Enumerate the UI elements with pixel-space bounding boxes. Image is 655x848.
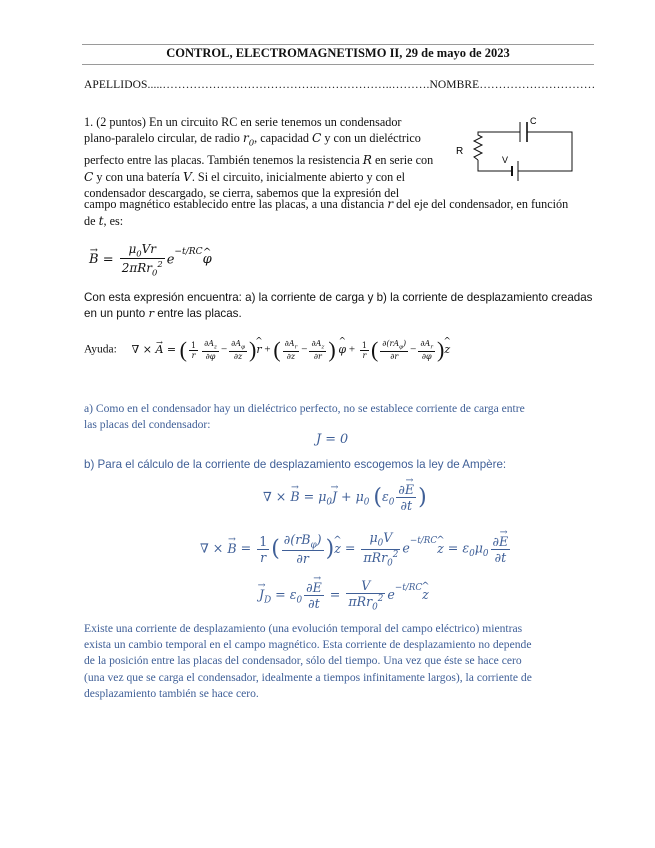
- problem-line-7: de t, es:: [84, 214, 124, 228]
- conclusion-line: Existe una corriente de desplazamiento (una evolución temporal del campo eléctrico) mientras: [84, 622, 523, 635]
- solution-b-intro: b) Para el cálculo de la corriente de desplazamiento escogemos la ley de Ampère:: [84, 458, 507, 471]
- nombre-label: NOMBRE: [429, 79, 480, 91]
- resistor-zigzag: [474, 132, 492, 160]
- nombre-dots: …………………………: [479, 79, 596, 91]
- solution-a-line-1: a) Como en el condensador hay un dieléctrico perfecto, no se establece corriente de carga entre: [84, 402, 525, 415]
- exam-title: CONTROL, ELECTROMAGNETISMO II, 29 de mayo de 2023: [166, 46, 510, 60]
- problem-statement: [84, 114, 444, 201]
- solution-a-line-2: las placas del condensador:: [84, 418, 211, 432]
- apellidos-dots: .....………………………………….………………..……….: [147, 79, 430, 91]
- question-line-1: Con esta expresión encuentra: a) la corriente de carga y b) la corriente de desplazamiento creadas: [84, 291, 593, 304]
- displacement-current-equation: → $J_D = \varepsilon_0$ $\frac{\partial\to E}{\partial t}$ = $\frac{V}{\pi Rr_0^2}$ $e^{-t/RC}\^{}$ z: [259, 578, 429, 613]
- problem-line-6: campo magnético establecido entre las placas, a una distancia r del eje del condensador, en función: [84, 197, 569, 211]
- problem-line-2: plano-paralelo circular, de radio $r_0$, capacidad C y con un dieléctrico: [84, 131, 421, 149]
- top-rule: [82, 44, 594, 45]
- solution-a: [84, 401, 599, 433]
- ampere-law-equation: ∇ × → $B = \mu_0\to J + \mu_0$ ($\varepsilon_0$ $\frac{\partial\to E}{\partial t}$ ): [263, 482, 427, 513]
- ayuda-label: Ayuda:: [84, 343, 117, 356]
- problem-line-3: perfecto entre las placas. También tenemos la resistencia R en serie con: [84, 153, 434, 168]
- conclusion-line: de la posición entre las placas del condensador, sólo del tiempo. Una vez que éste se hace cero: [84, 654, 522, 668]
- conclusion-line: exista un cambio temporal en el campo magnético. Esta corriente de desplazamiento no depende: [84, 638, 532, 652]
- conclusion-line: (una vez que se carga el condensador, idealmente a tiempos infinitamente largos), la corriente de: [84, 670, 532, 684]
- question-line-2: en un punto r entre las placas.: [84, 305, 242, 320]
- apellidos-label: APELLIDOS: [84, 79, 148, 91]
- conclusion-line: desplazamiento también se hace cero.: [84, 686, 259, 700]
- label-c: C: [530, 116, 537, 126]
- label-r: R: [456, 146, 464, 157]
- question: [84, 290, 599, 321]
- name-line: [84, 79, 595, 91]
- b-field-formula: → B = $\frac{\mu_0Vr}{2\pi Rr_0^2}$ $e^{-t/RC}\^{}$ φ: [89, 242, 212, 278]
- circuit-wire-right: [518, 132, 572, 171]
- rc-circuit-diagram: [448, 112, 598, 188]
- problem-line-4: C y con una batería V. Si el circuito, inicialmente abierto y con el: [84, 169, 406, 184]
- j-zero-equation: J = 0: [316, 432, 349, 447]
- curl-b-equation: ∇ × → B = $\frac{1}{r}$ ( $\frac{\partial(rB_\varphi)}{\partial r}$ )^ z = $\frac{\mu_0V}{\pi Rr_0^2}$ $e^{-t/RC}\^{}$ $z = \varepsilon_0\mu_0$ $\frac{\partial\to E}{\partial t}$: [200, 530, 512, 568]
- label-v: V: [502, 155, 509, 165]
- problem-line-5: condensador descargado, se cierra, sabemos que la expresión del: [84, 186, 400, 201]
- title-rule: [82, 64, 594, 65]
- curl-hint: Ayuda: ∇ × → A = ( $\frac{1}{r}$ $\frac{\partial A_z}{\partial\varphi}$ − $\frac{\partial A_\varphi}{\partial z}$ )^ r + ( $\frac{\partial A_r}{\partial z}$ − $\frac{\partial A_z}{\partial r}$ ) ^ φ + $\frac{1}{r}$ ( $\frac{\partial(rA_\varphi)}{\partial r}$ − $\frac{\partial A_r}{\partial\varphi}$ )^ z: [84, 337, 450, 363]
- conclusion: [84, 621, 599, 702]
- problem-line-1: 1. (2 puntos) En un circuito RC en serie tenemos un condensador: [84, 115, 402, 129]
